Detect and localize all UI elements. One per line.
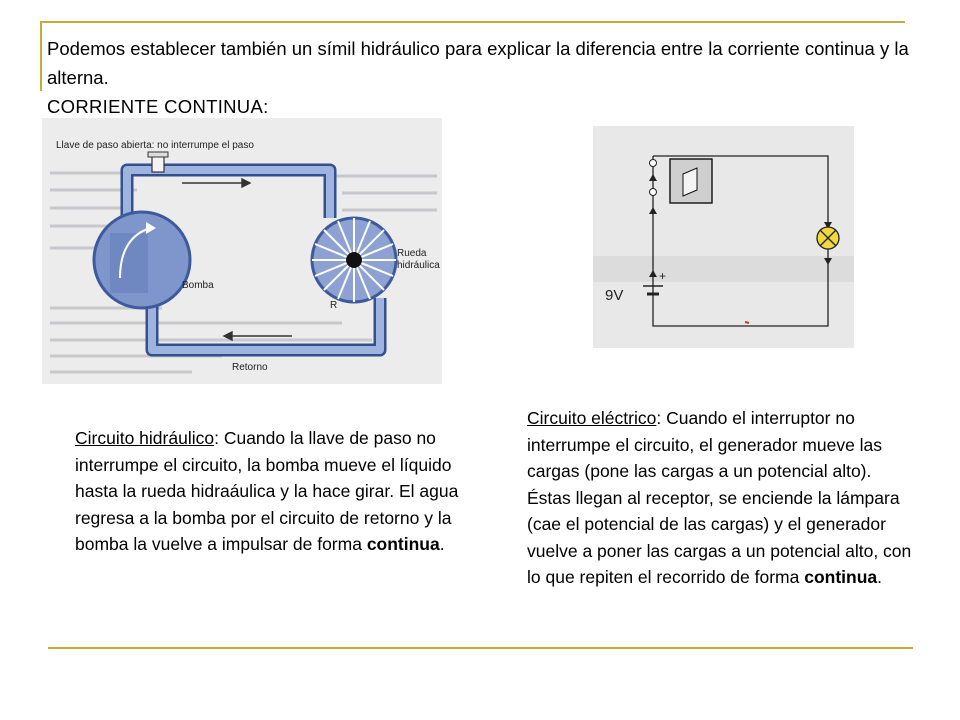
hydraulic-caption-text: : Cuando la llave de paso no interrumpe el circuito, la bomba mueve el líquido hasta la rueda hidraáulica y la hace girar. El agua regresa a la bomba por el circuito de retorno y la bomba la vuelve a impulsar de forma: [75, 428, 459, 554]
hydraulic-caption-bold: continua: [366, 534, 440, 554]
hydraulic-wheel-icon: [312, 218, 396, 302]
electric-caption: [527, 405, 917, 591]
hydraulic-circuit-image: [42, 118, 442, 384]
left-rule: [40, 21, 42, 91]
electric-caption-bold: continua: [804, 567, 878, 587]
intro-text: Podemos establecer también un símil hidráulico para explicar la diferencia entre la corriente continua y la alterna.: [47, 38, 909, 88]
return-label: Retorno: [232, 362, 268, 373]
electric-circuit-image: [593, 126, 854, 348]
electric-caption-title: Circuito eléctrico: [527, 408, 657, 428]
hydraulic-caption: [75, 425, 465, 558]
battery-plus-label: +: [659, 269, 667, 283]
r-label: R: [330, 300, 338, 311]
electric-caption-end: .: [877, 567, 883, 587]
wheel-label-2: hidráulica: [397, 260, 440, 271]
bottom-rule: [48, 647, 913, 649]
section-heading: CORRIENTE CONTINUA:: [47, 96, 269, 117]
valve-label: Llave de paso abierta: no interrumpe el paso: [56, 140, 254, 151]
pump-icon: [94, 212, 190, 308]
top-rule: [40, 21, 905, 23]
wheel-label-1: Rueda: [397, 248, 427, 259]
lamp-icon: [817, 227, 839, 249]
pump-label: Bomba: [182, 280, 214, 291]
electric-caption-text: : Cuando el interruptor no interrumpe el circuito, el generador mueve las cargas (pone las cargas a un potencial alto). Éstas llegan al receptor, se enciende la lámpara (cae el potencial de las cargas) y el generador vuelve a poner las cargas a un potencial alto, con lo que repiten el recorrido de forma: [527, 408, 912, 587]
hydraulic-caption-end: .: [439, 534, 445, 554]
valve-icon: [152, 156, 164, 172]
hydraulic-caption-title: Circuito hidráulico: [75, 428, 215, 448]
battery-label: 9V: [605, 287, 624, 304]
